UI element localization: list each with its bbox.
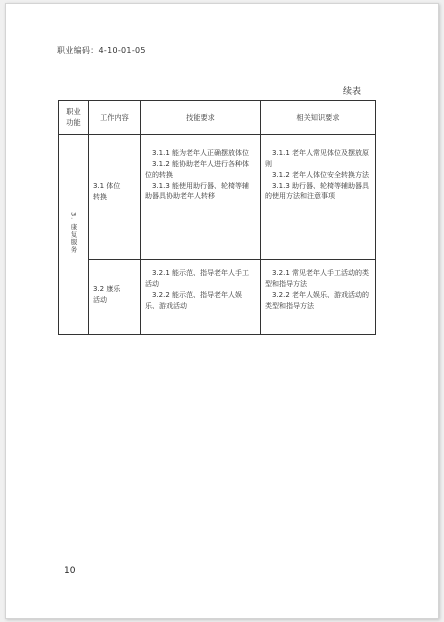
continued-label: 续表 xyxy=(343,87,362,97)
skill-item: 3.1.2 能协助老年人进行各种体位的转换 xyxy=(145,159,250,179)
function-cell xyxy=(59,135,89,335)
knowledge-cell xyxy=(261,135,376,260)
work-content: 3.2 康乐 活动 xyxy=(93,285,121,304)
knowledge-item: 3.2.1 常见老年人手工活动的类型和指导方法 xyxy=(265,269,370,288)
skills-cell xyxy=(141,260,261,335)
column-header-function: 职业 功能 xyxy=(59,101,89,135)
skill-item: 3.2.2 能示范、指导老年人娱乐、游戏活动 xyxy=(145,290,243,310)
column-header-content: 工作内容 xyxy=(89,101,141,135)
table-row xyxy=(59,135,376,260)
skill-item: 3.1.1 能为老年人正确摆放体位 xyxy=(145,149,250,157)
knowledge-cell xyxy=(261,260,376,335)
knowledge-item: 3.2.2 老年人娱乐、游戏活动的类型和指导方法 xyxy=(265,290,370,310)
column-header-knowledge: 相关知识要求 xyxy=(261,101,376,135)
table-header-row xyxy=(59,101,376,135)
function-label: 3. 康复服务 xyxy=(69,211,78,254)
column-header-skills: 技能要求 xyxy=(141,101,261,135)
work-content: 3.1 体位 转换 xyxy=(93,182,121,201)
page-number: 10 xyxy=(64,566,76,576)
knowledge-item: 3.1.2 老年人体位安全转换方法 xyxy=(265,170,370,179)
content-cell xyxy=(89,135,141,260)
skill-item: 3.2.1 能示范、指导老年人手工活动 xyxy=(145,269,250,288)
knowledge-item: 3.1.3 助行器、轮椅等辅助器具的使用方法和注意事项 xyxy=(265,181,370,201)
skill-item: 3.1.3 能使用助行器、轮椅等辅助器具协助老年人转移 xyxy=(145,181,250,201)
requirements-table xyxy=(58,100,376,335)
occupation-code: 职业编码：4-10-01-05 xyxy=(57,46,146,55)
skills-cell xyxy=(141,135,261,260)
content-cell xyxy=(89,260,141,335)
table-row xyxy=(59,260,376,335)
knowledge-item: 3.1.1 老年人常见体位及摆放原则 xyxy=(265,149,370,168)
